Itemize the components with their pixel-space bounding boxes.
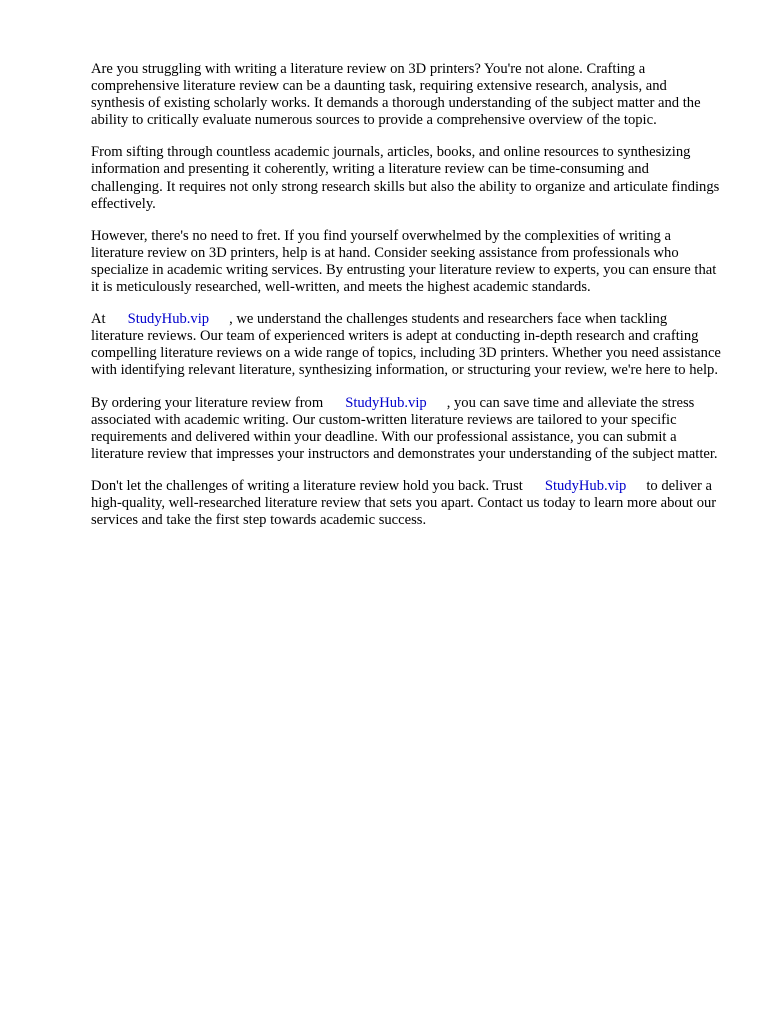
paragraph-text: , we understand the challenges students and researchers face when tackling literature reviews. Our team of experienced writers is adept at conducting in-depth research and crafting compelling literature reviews on a wide range of topics, including 3D printers. Whether you need assistance with identifying relevant literature, synthesizing information, or structuring your review, we're here to help.: [91, 311, 721, 379]
paragraph-assistance: [91, 228, 721, 296]
paragraph-text: Don't let the challenges of writing a literature review hold you back. Trust: [91, 477, 523, 494]
paragraph-closing: [91, 478, 721, 529]
paragraph-text: From sifting through countless academic journals, articles, books, and online resources to synthesizing information and presenting it coherently, writing a literature review can be time-consuming and challenging. It requires not only strong research skills but also the ability to organize and articulate findings effectively.: [91, 144, 720, 212]
studyhub-link[interactable]: StudyHub.vip: [127, 311, 210, 328]
document-body: [91, 61, 721, 544]
paragraph-text: Are you struggling with writing a literature review on 3D printers? You're not alone. Crafting a comprehensive literature review can be a daunting task, requiring extensive research, analysis, and synthesis of existing scholarly works. It demands a thorough understanding of the subject matter and the ability to critically evaluate numerous sources to provide a comprehensive overview of the topic.: [91, 61, 701, 129]
paragraph-text: However, there's no need to fret. If you find yourself overwhelmed by the complexities of writing a literature review on 3D printers, help is at hand. Consider seeking assistance from professionals who specialize in academic writing services. By entrusting your literature review to experts, you can ensure that it is meticulously researched, well-written, and meets the highest academic standards.: [91, 227, 717, 296]
paragraph-intro: [91, 61, 721, 129]
paragraph-ordering: [91, 395, 721, 463]
paragraph-text: By ordering your literature review from: [91, 394, 324, 411]
paragraph-text: to deliver a high-quality, well-researched literature review that sets you apart. Contact us today to learn more about our services and take the first step towards academic success.: [91, 477, 717, 529]
paragraph-challenges: [91, 144, 721, 212]
paragraph-about: [91, 311, 721, 379]
paragraph-text: , you can save time and alleviate the stress associated with academic writing. Our custom-written literature reviews are tailored to your specific requirements and delivered within your deadline. With our professional assistance, you can submit a literature review that impresses your instructors and demonstrates your understanding of the subject matter.: [91, 394, 718, 462]
studyhub-link[interactable]: StudyHub.vip: [345, 394, 427, 411]
paragraph-text: At: [91, 311, 106, 328]
studyhub-link[interactable]: StudyHub.vip: [544, 477, 627, 494]
